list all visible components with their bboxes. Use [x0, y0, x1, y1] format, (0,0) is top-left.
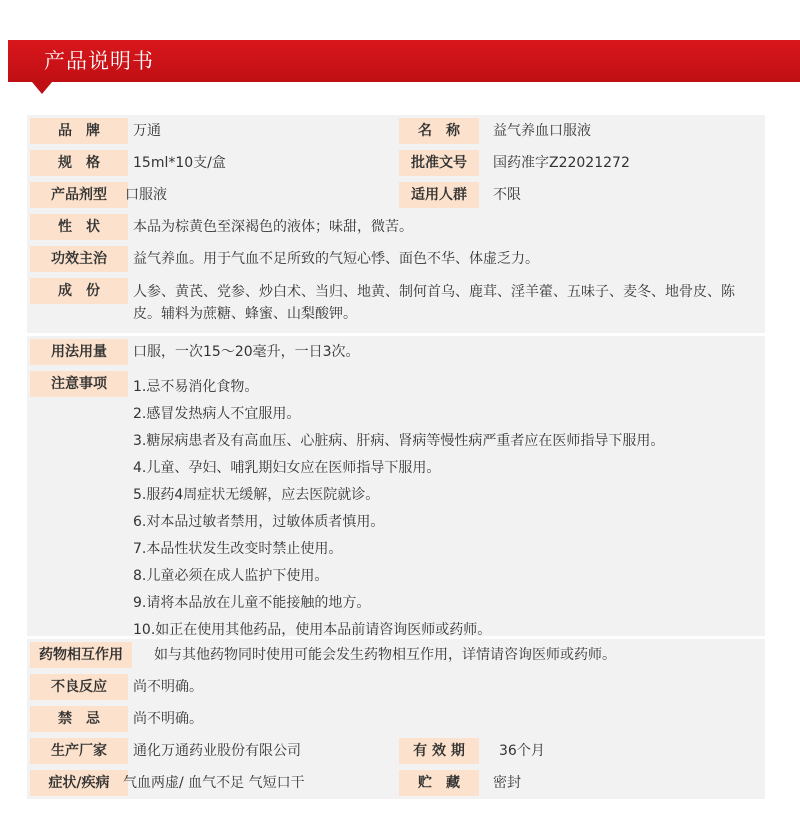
list-item: 8.儿童必须在成人监护下使用。: [133, 568, 329, 584]
value-spec: 15ml*10支/盒: [133, 155, 226, 171]
value-brand: 万通: [133, 123, 161, 139]
row-adverse: [27, 671, 765, 703]
value-audience: 不限: [493, 187, 521, 203]
value-function: 益气养血。用于气血不足所致的气短心悸、面色不华、体虚乏力。: [133, 251, 539, 267]
value-maker: 通化万通药业股份有限公司: [133, 743, 301, 759]
label-symptom: 症状/疾病: [30, 770, 128, 796]
row-interaction: [27, 639, 765, 671]
list-item: 2.感冒发热病人不宜服用。: [133, 406, 301, 422]
value-nature: 本品为棕黄色至深褐色的液体；味甜，微苦。: [133, 219, 413, 235]
label-name: 名 称: [399, 118, 479, 144]
banner-pointer: [32, 82, 52, 94]
list-item: 6.对本品过敏者禁用，过敏体质者慎用。: [133, 514, 385, 530]
value-symptom: 气血两虚/ 血气不足 气短口干: [123, 775, 305, 791]
label-storage: 贮 藏: [399, 770, 479, 796]
list-item: 10.如正在使用其他药品，使用本品前请咨询医师或药师。: [133, 622, 492, 638]
value-storage: 密封: [493, 775, 521, 791]
value-form: 口服液: [125, 187, 167, 203]
row-cautions: [27, 368, 765, 636]
list-item: 4.儿童、孕妇、哺乳期妇女应在医师指导下服用。: [133, 460, 441, 476]
label-spec: 规 格: [30, 150, 128, 176]
value-name: 益气养血口服液: [493, 123, 591, 139]
value-interaction: 如与其他药物同时使用可能会发生药物相互作用，详情请咨询医师或药师。: [154, 647, 616, 663]
row-usage: [27, 336, 765, 368]
cautions-list: [133, 374, 753, 644]
row-brand: [27, 115, 765, 147]
label-nature: 性 状: [30, 214, 128, 240]
list-item: 3.糖尿病患者及有高血压、心脏病、肝病、肾病等慢性病严重者应在医师指导下服用。: [133, 433, 665, 449]
label-contraindications: 禁 忌: [30, 706, 128, 732]
value-ingredients: 人参、黄芪、党参、炒白术、当归、地黄、制何首乌、鹿茸、淫羊藿、五味子、麦冬、地骨皮、陈皮。辅料为蔗糖、蜂蜜、山梨酸钾。: [133, 284, 735, 322]
value-usage: 口服，一次15～20毫升，一日3次。: [133, 344, 360, 360]
label-validity: 有 效 期: [399, 738, 479, 764]
row-function: [27, 243, 765, 275]
header-banner: [8, 40, 800, 82]
value-contraindications: 尚不明确。: [133, 711, 203, 727]
value-approval: 国药准字Z22021272: [493, 155, 630, 171]
list-item: 1.忌不易消化食物。: [133, 379, 259, 395]
label-audience: 适用人群: [399, 182, 479, 208]
value-validity: 36个月: [499, 743, 545, 759]
row-symptom: [27, 767, 765, 799]
list-item: 9.请将本品放在儿童不能接触的地方。: [133, 595, 371, 611]
label-function: 功效主治: [30, 246, 128, 272]
label-usage: 用法用量: [30, 339, 128, 365]
label-maker: 生产厂家: [30, 738, 128, 764]
row-maker: [27, 735, 765, 767]
page-title: 产品说明书: [44, 49, 154, 73]
row-ingredients: [27, 275, 765, 333]
row-spec: [27, 147, 765, 179]
label-ingredients: 成 份: [30, 278, 128, 304]
row-nature: [27, 211, 765, 243]
label-interaction: 药物相互作用: [30, 642, 132, 668]
label-approval: 批准文号: [399, 150, 479, 176]
list-item: 7.本品性状发生改变时禁止使用。: [133, 541, 343, 557]
label-cautions: 注意事项: [30, 371, 128, 397]
row-contraindications: [27, 703, 765, 735]
row-form: [27, 179, 765, 211]
label-brand: 品 牌: [30, 118, 128, 144]
label-adverse: 不良反应: [30, 674, 128, 700]
value-adverse: 尚不明确。: [133, 679, 203, 695]
list-item: 5.服药4周症状无缓解，应去医院就诊。: [133, 487, 380, 503]
label-form: 产品剂型: [30, 182, 128, 208]
